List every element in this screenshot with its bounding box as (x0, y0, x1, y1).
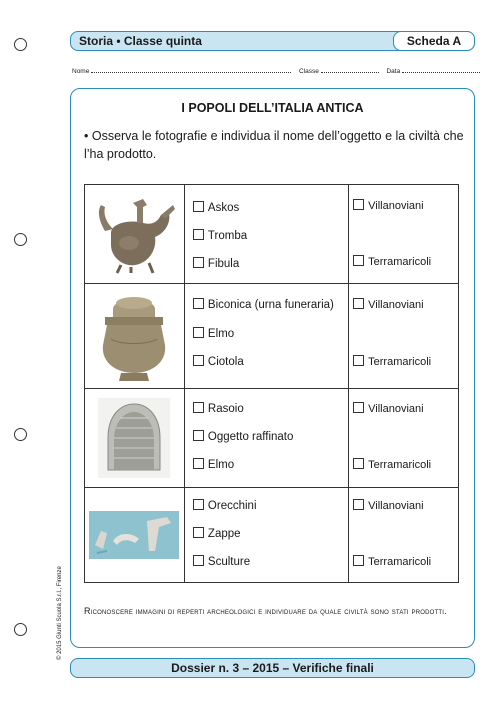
civilization-option[interactable]: Villanoviani (353, 199, 423, 212)
exercise-table (84, 184, 459, 583)
header-band (70, 31, 475, 51)
checkbox[interactable] (353, 499, 364, 510)
checkbox[interactable] (353, 458, 364, 469)
checkbox[interactable] (193, 458, 204, 469)
object-option[interactable]: Elmo (193, 327, 234, 340)
header-tab: Scheda A (393, 31, 475, 51)
name-row (72, 66, 475, 75)
civilization-options-cell (349, 389, 459, 488)
checkbox[interactable] (193, 430, 204, 441)
image-cell (85, 284, 185, 389)
civilization-option[interactable]: Terramaricoli (353, 458, 431, 471)
checkbox[interactable] (353, 298, 364, 309)
binder-hole (14, 233, 27, 246)
civilization-option[interactable]: Terramaricoli (353, 355, 431, 368)
binder-hole (14, 428, 27, 441)
page-title: I POPOLI DELL’ITALIA ANTICA (181, 101, 364, 115)
civilization-option[interactable]: Villanoviani (353, 298, 423, 311)
object-option[interactable]: Fibula (193, 257, 239, 270)
image-cell (85, 185, 185, 284)
object-option[interactable]: Biconica (urna funeraria) (193, 298, 334, 311)
checkbox[interactable] (193, 257, 204, 268)
checkbox[interactable] (193, 229, 204, 240)
checkbox[interactable] (193, 355, 204, 366)
checkbox[interactable] (193, 499, 204, 510)
object-option[interactable]: Ciotola (193, 355, 244, 368)
instruction: • Osserva le fotografie e individua il nome dell’oggetto e la civiltà che l’ha prodotto. (84, 129, 464, 161)
checkbox[interactable] (353, 402, 364, 413)
checkbox[interactable] (193, 527, 204, 538)
table-row (85, 185, 459, 284)
binder-hole (14, 623, 27, 636)
data-label: Data (386, 68, 401, 75)
checkbox[interactable] (193, 327, 204, 338)
object-option[interactable]: Oggetto raffinato (193, 430, 293, 443)
civilization-options-cell (349, 284, 459, 389)
civilization-options-cell (349, 488, 459, 583)
checkbox[interactable] (353, 255, 364, 266)
checkbox[interactable] (193, 201, 204, 212)
classe-field[interactable] (321, 66, 379, 73)
footer-band: Dossier n. 3 – 2015 – Verifiche finali (70, 658, 475, 678)
hoes-image (89, 511, 179, 559)
object-option[interactable]: Rasoio (193, 402, 244, 415)
civilization-option[interactable]: Villanoviani (353, 499, 423, 512)
table-row (85, 488, 459, 583)
header-subject: Storia • Classe quinta (79, 34, 202, 48)
object-option[interactable]: Orecchini (193, 499, 257, 512)
checkbox[interactable] (193, 402, 204, 413)
binder-hole (14, 38, 27, 51)
civilization-options-cell (349, 185, 459, 284)
classe-label: Classe (298, 68, 319, 75)
nome-field[interactable] (91, 66, 291, 73)
civilization-option[interactable]: Villanoviani (353, 402, 423, 415)
object-option[interactable]: Sculture (193, 555, 250, 568)
object-options-cell (184, 488, 348, 583)
nome-label: Nome (72, 68, 90, 75)
object-option[interactable]: Tromba (193, 229, 247, 242)
civilization-option[interactable]: Terramaricoli (353, 255, 431, 268)
image-cell (85, 389, 185, 488)
table-row (85, 284, 459, 389)
checkbox[interactable] (353, 355, 364, 366)
biconical-urn-image (99, 289, 169, 383)
data-field[interactable] (402, 66, 480, 73)
object-option[interactable]: Askos (193, 201, 239, 214)
checkbox[interactable] (193, 298, 204, 309)
checkbox[interactable] (353, 199, 364, 210)
copyright-note: © 2015 Giunti Scuola S.r.l., Firenze (57, 566, 63, 660)
object-options-cell (184, 389, 348, 488)
civilization-option[interactable]: Terramaricoli (353, 555, 431, 568)
helmet-image (98, 398, 170, 478)
checkbox[interactable] (353, 555, 364, 566)
image-cell (85, 488, 185, 583)
table-row (85, 389, 459, 488)
checkbox[interactable] (193, 555, 204, 566)
learning-objective: Riconoscere immagini di reperti archeologici e individuare da quale civiltà sono stati prodotti. (84, 606, 447, 616)
object-option[interactable]: Zappe (193, 527, 241, 540)
askos-vessel-image (91, 193, 177, 275)
object-option[interactable]: Elmo (193, 458, 234, 471)
object-options-cell (184, 185, 348, 284)
object-options-cell (184, 284, 348, 389)
